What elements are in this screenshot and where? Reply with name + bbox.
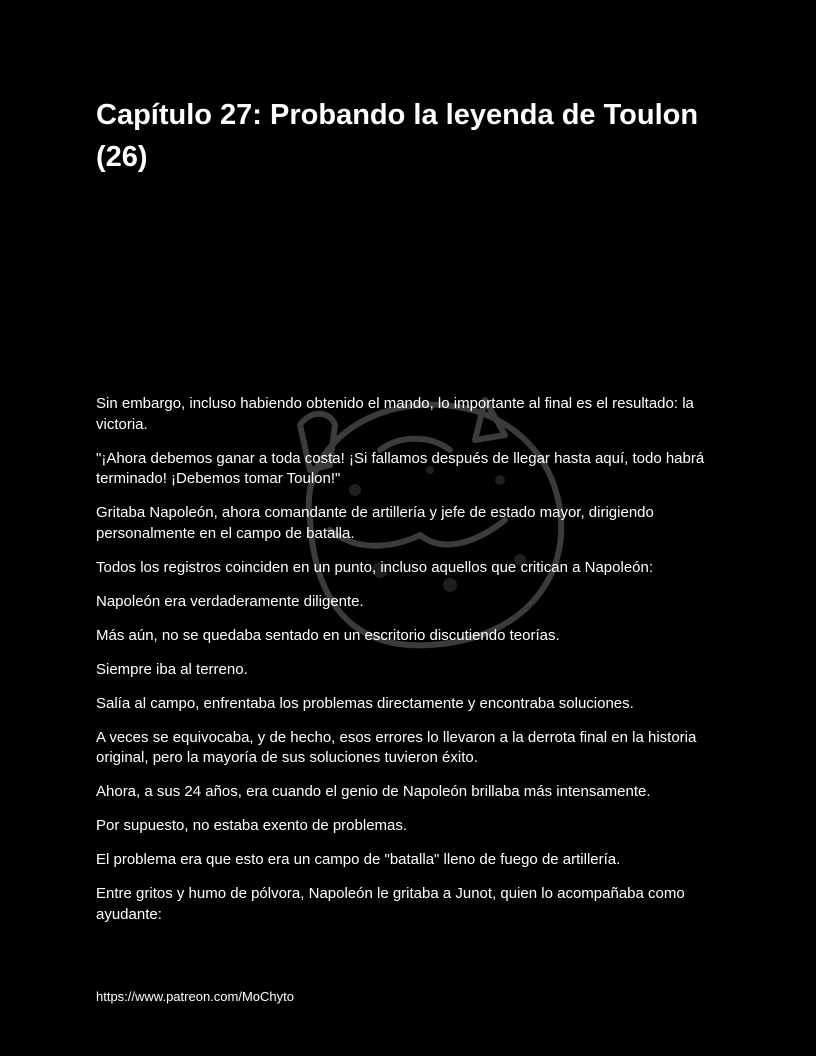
chapter-title: Capítulo 27: Probando la leyenda de Toulon (26) xyxy=(96,99,699,173)
paragraph: Gritaba Napoleón, ahora comandante de artillería y jefe de estado mayor, dirigiendo personalmente en el campo de batalla. xyxy=(96,504,654,542)
paragraph: Siempre iba al terreno. xyxy=(96,660,248,678)
paragraph: Entre gritos y humo de pólvora, Napoleón le gritaba a Junot, quien lo acompañaba como ayudante: xyxy=(96,885,685,923)
paragraph: Napoleón era verdaderamente diligente. xyxy=(96,592,364,610)
chapter-body xyxy=(96,394,726,939)
paragraph: "¡Ahora debemos ganar a toda costa! ¡Si fallamos después de llegar hasta aquí, todo habrá terminado! ¡Debemos tomar Toulon!" xyxy=(96,449,705,487)
paragraph: Ahora, a sus 24 años, era cuando el genio de Napoleón brillaba más intensamente. xyxy=(96,783,651,800)
paragraph: Salía al campo, enfrentaba los problemas directamente y encontraba soluciones. xyxy=(96,694,634,712)
paragraph: Todos los registros coinciden en un punto, incluso aquellos que critican a Napoleón: xyxy=(96,558,654,576)
paragraph: Por supuesto, no estaba exento de problemas. xyxy=(96,817,408,834)
paragraph: Sin embargo, incluso habiendo obtenido el mando, lo importante al final es el resultado: la victoria. xyxy=(96,395,694,433)
paragraph: El problema era que esto era un campo de "batalla" lleno de fuego de artillería. xyxy=(96,851,621,868)
paragraph: A veces se equivocaba, y de hecho, esos errores lo llevaron a la derrota final en la historia original, pero la mayoría de sus soluciones tuvieron éxito. xyxy=(96,728,697,766)
patreon-link[interactable]: https://www.patreon.com/MoChyto xyxy=(96,989,294,1004)
paragraph: Más aún, no se quedaba sentado en un escritorio discutiendo teorías. xyxy=(96,626,560,644)
